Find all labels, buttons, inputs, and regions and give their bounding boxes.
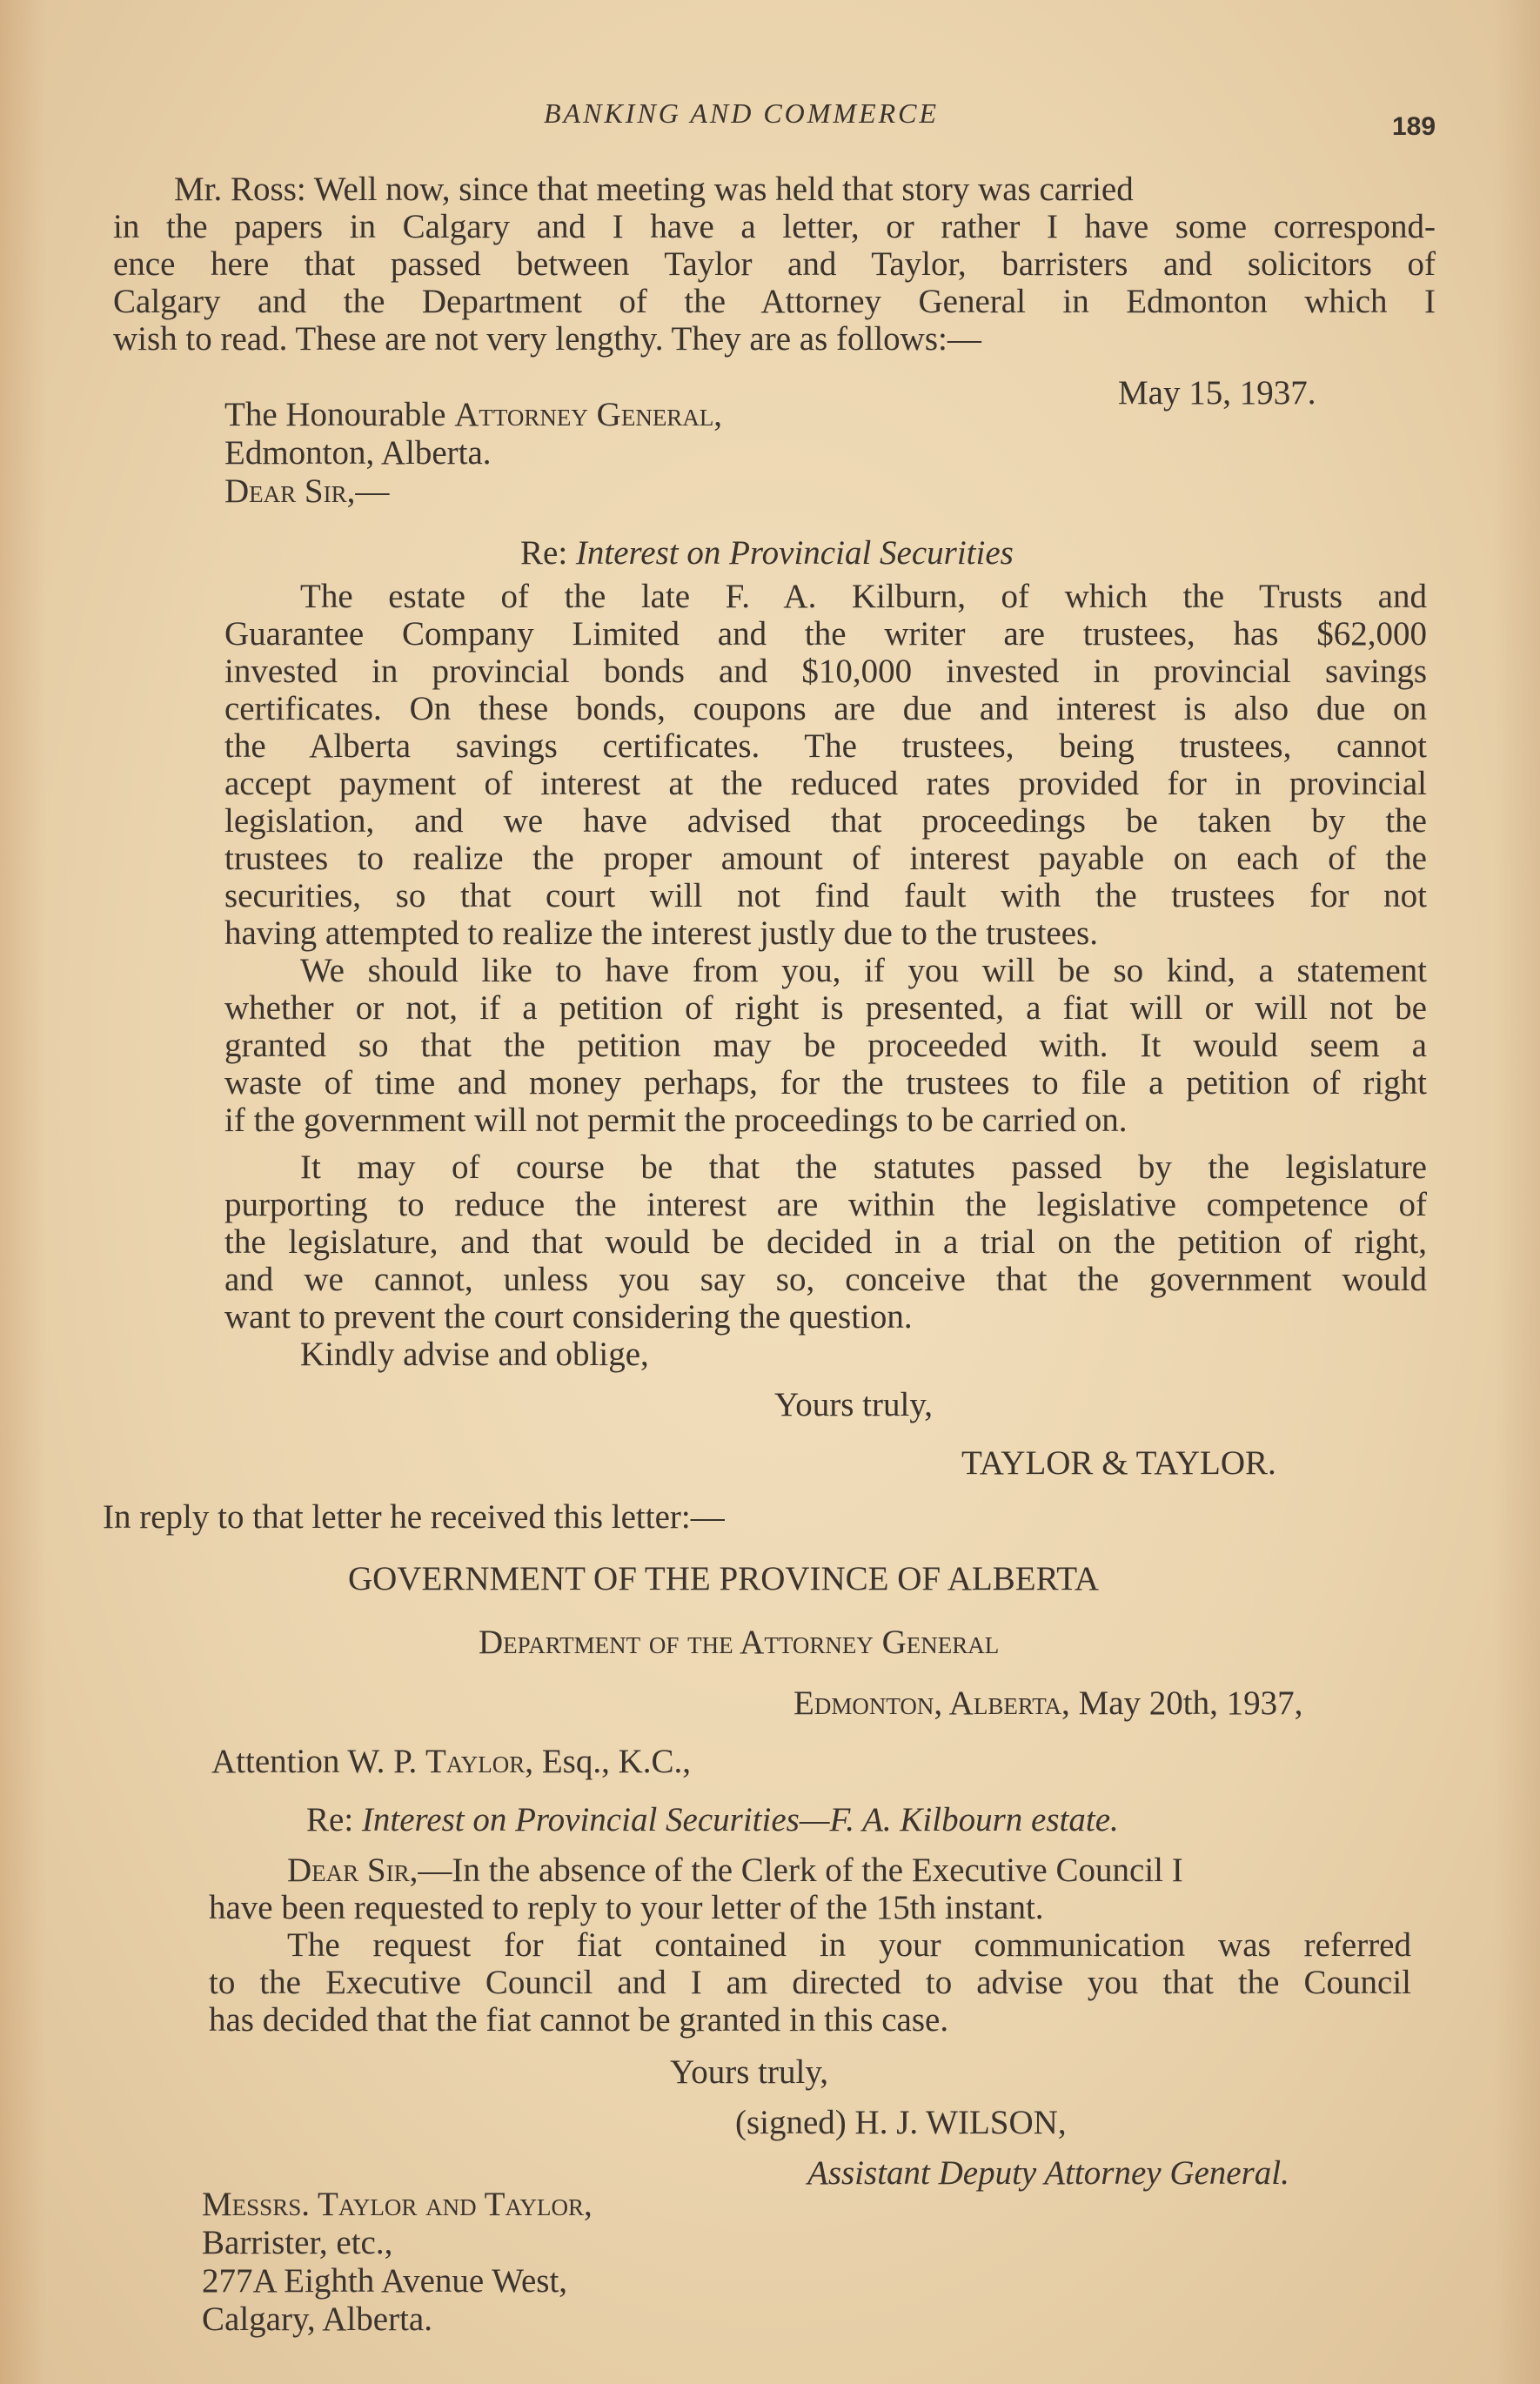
letter1-body-line: invested in provincial bonds and $10,000 invested in provincial savings xyxy=(224,653,1427,690)
letter2-signer-title: Assistant Deputy Attorney General. xyxy=(807,2154,1289,2192)
running-header: BANKING AND COMMERCE xyxy=(544,97,940,129)
letter1-body-line: purporting to reduce the interest are within the legislative competence of xyxy=(224,1186,1427,1223)
letter1-body-line: Guarantee Company Limited and the writer are trustees, has $62,000 xyxy=(224,615,1427,653)
letter1-body-line: legislation, and we have advised that proceedings be taken by the xyxy=(224,802,1427,840)
letter1-body-line: want to prevent the court considering the question. xyxy=(224,1298,913,1336)
letter1-address: Edmonton, Alberta. xyxy=(224,434,492,472)
intro-line: in the papers in Calgary and I have a letter, or rather I have some correspond- xyxy=(113,208,1436,245)
letter2-address-line: Calgary, Alberta. xyxy=(202,2300,432,2338)
intro-line: wish to read. These are not very lengthy. They are as follows:— xyxy=(113,320,981,358)
letter2-address-name: Messrs. Taylor and Taylor, xyxy=(202,2186,593,2223)
transition-text: In reply to that letter he received this letter:— xyxy=(103,1498,725,1536)
letter2-body-line: to the Executive Council and I am directed to advise you that the Council xyxy=(209,1964,1411,2001)
attention-name: Taylor, xyxy=(425,1743,534,1780)
subject-prefix: Re: xyxy=(520,534,568,572)
letter1-body-line: having attempted to realize the interest justly due to the trustees. xyxy=(224,914,1098,952)
letter2-subject xyxy=(306,1801,1119,1839)
letter2-address-line: Barrister, etc., xyxy=(202,2224,393,2261)
letter2-signature: (signed) H. J. WILSON, xyxy=(735,2104,1067,2141)
letter1-body-line: We should like to have from you, if you will be so kind, a statement xyxy=(300,952,1427,989)
letter2-attention xyxy=(211,1743,691,1781)
letter2-body-line: have been requested to reply to your letter of the 15th instant. xyxy=(209,1889,1044,1926)
letter2-body-first xyxy=(287,1852,1183,1890)
subject-text: Interest on Provincial Securities—F. A. Kilbourn estate. xyxy=(361,1801,1119,1838)
letter2-address-line: 277A Eighth Avenue West, xyxy=(202,2262,568,2300)
letter1-body-line: It may of course be that the statutes passed by the legislature xyxy=(300,1148,1427,1186)
attention-prefix: Attention W. P. xyxy=(211,1743,418,1780)
letter1-body-line: Kindly advise and oblige, xyxy=(300,1336,649,1373)
letter1-salutation: Dear Sir,— xyxy=(224,472,390,510)
letter2-body-line: —In the absence of the Clerk of the Executive Council I xyxy=(418,1852,1183,1889)
addressee-title: Attorney General, xyxy=(454,396,723,433)
letter2-closing: Yours truly, xyxy=(670,2053,829,2091)
letter2-place: Edmonton, Alberta, xyxy=(793,1684,1070,1722)
letter1-body-line: the Alberta savings certificates. The trustees, being trustees, cannot xyxy=(224,727,1427,765)
intro-line: Calgary and the Department of the Attorney General in Edmonton which I xyxy=(113,283,1436,320)
letter1-body-line: if the government will not permit the proceedings to be carried on. xyxy=(224,1102,1128,1139)
letter1-subject xyxy=(520,534,1014,573)
subject-prefix: Re: xyxy=(306,1801,354,1838)
letter1-body-line: granted so that the petition may be proceeded with. It would seem a xyxy=(224,1027,1427,1064)
letter1-body-line: accept payment of interest at the reduced rates provided for in provincial xyxy=(224,765,1427,802)
letter2-heading: GOVERNMENT OF THE PROVINCE OF ALBERTA xyxy=(348,1560,1100,1597)
letter2-department: Department of the Attorney General xyxy=(479,1624,1000,1661)
letter2-place-date xyxy=(793,1684,1302,1723)
letter2-salutation: Dear Sir, xyxy=(287,1852,418,1889)
letter1-body-line: and we cannot, unless you say so, conceive that the government would xyxy=(224,1261,1427,1298)
letter1-body-line: certificates. On these bonds, coupons are due and interest is also due on xyxy=(224,690,1427,727)
letter2-body-line: has decided that the fiat cannot be granted in this case. xyxy=(209,2001,949,2039)
letter2-body-line: The request for fiat contained in your communication was referred xyxy=(287,1926,1411,1964)
letter1-body-line: waste of time and money perhaps, for the trustees to file a petition of right xyxy=(224,1064,1427,1102)
page-number: 189 xyxy=(1392,112,1436,141)
attention-suffix: Esq., K.C., xyxy=(541,1743,691,1780)
letter1-body-line: the legislature, and that would be decided in a trial on the petition of right, xyxy=(224,1223,1427,1261)
addressee-prefix: The Honourable xyxy=(224,396,446,433)
letter2-date: May 20th, 1937, xyxy=(1078,1684,1303,1722)
letter1-body-line: securities, so that court will not find fault with the trustees for not xyxy=(224,877,1427,914)
letter1-body-line: trustees to realize the proper amount of interest payable on each of the xyxy=(224,840,1427,877)
subject-text: Interest on Provincial Securities xyxy=(575,534,1014,572)
letter1-addressee xyxy=(224,396,722,434)
intro-line: ence here that passed between Taylor and Taylor, barristers and solicitors of xyxy=(113,245,1436,283)
letter1-signature: TAYLOR & TAYLOR. xyxy=(961,1444,1276,1482)
letter1-date: May 15, 1937. xyxy=(1118,374,1316,412)
intro-line: Mr. Ross: Well now, since that meeting was held that story was carried xyxy=(174,171,1134,208)
letter1-closing: Yours truly, xyxy=(774,1386,934,1423)
letter1-body-line: The estate of the late F. A. Kilburn, of which the Trusts and xyxy=(300,578,1427,615)
letter1-body-line: whether or not, if a petition of right is presented, a fiat will or will not be xyxy=(224,989,1427,1027)
